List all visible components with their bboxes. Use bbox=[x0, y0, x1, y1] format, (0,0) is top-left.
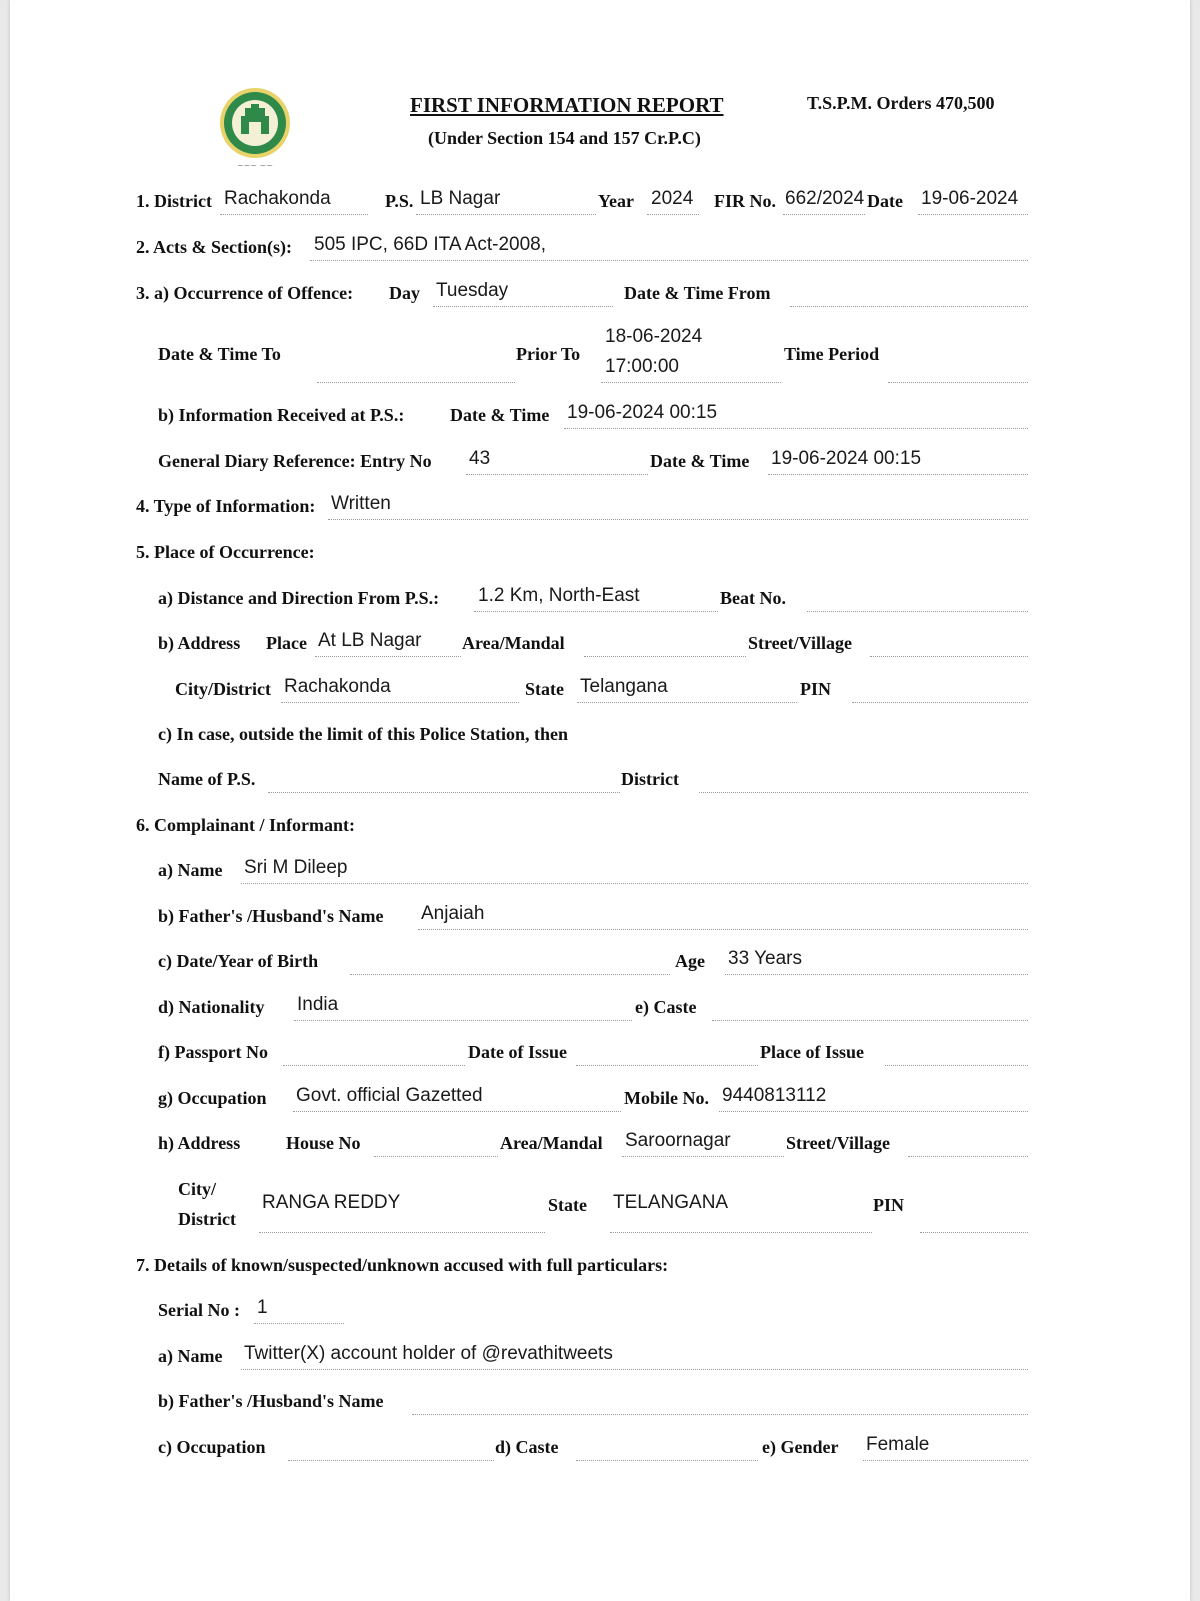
info-received-label: b) Information Received at P.S.: bbox=[158, 405, 405, 425]
accused-gender-label: e) Gender bbox=[762, 1437, 839, 1457]
prior-to-label: Prior To bbox=[516, 344, 581, 364]
telangana-emblem-icon bbox=[218, 86, 296, 172]
nationality-value: India bbox=[297, 994, 339, 1015]
acts-label: 2. Acts & Section(s): bbox=[136, 237, 292, 257]
gd-dt-value: 19-06-2024 00:15 bbox=[771, 448, 922, 469]
outside-limit-label: c) In case, outside the limit of this Police Station, then bbox=[158, 724, 568, 744]
mobile-label: Mobile No. bbox=[624, 1088, 709, 1108]
date-time-to-line bbox=[317, 382, 515, 383]
date-line bbox=[918, 214, 1028, 215]
occurrence-label: 3. a) Occurrence of Offence: bbox=[136, 283, 354, 303]
year-value: 2024 bbox=[651, 188, 694, 209]
acts-value: 505 IPC, 66D ITA Act-2008, bbox=[314, 234, 546, 255]
document-subtitle: (Under Section 154 and 157 Cr.P.C) bbox=[428, 128, 701, 148]
ps-label: P.S. bbox=[385, 191, 414, 211]
day-line bbox=[433, 306, 613, 307]
acts-line bbox=[310, 260, 1028, 261]
date-time-from-label: Date & Time From bbox=[624, 283, 771, 303]
date-of-issue-line bbox=[576, 1065, 758, 1066]
caste-label: e) Caste bbox=[635, 997, 697, 1017]
complainant-name-label: a) Name bbox=[158, 860, 223, 880]
info-received-line bbox=[564, 428, 1028, 429]
serial-no-label: Serial No : bbox=[158, 1300, 240, 1320]
date-label: Date bbox=[867, 191, 903, 211]
fir-value: 662/2024 bbox=[785, 188, 865, 209]
house-no-label: House No bbox=[286, 1133, 361, 1153]
gd-reference-label: General Diary Reference: Entry No bbox=[158, 451, 432, 471]
accused-name-value: Twitter(X) account holder of @revathitweets bbox=[244, 1343, 613, 1364]
dob-label: c) Date/Year of Birth bbox=[158, 951, 319, 971]
accused-details-label: 7. Details of known/suspected/unknown accused with full particulars: bbox=[136, 1255, 669, 1275]
fir-page bbox=[10, 0, 1190, 1601]
date-time-from-line bbox=[790, 306, 1028, 307]
complainant-street-line bbox=[908, 1156, 1028, 1157]
gd-dt-line bbox=[768, 474, 1028, 475]
gd-dt-label: Date & Time bbox=[650, 451, 750, 471]
complainant-city-value: RANGA REDDY bbox=[262, 1192, 401, 1213]
time-period-line bbox=[888, 382, 1028, 383]
complainant-father-line bbox=[418, 929, 1028, 930]
svg-text:~~~ ~~: ~~~ ~~ bbox=[236, 161, 274, 170]
city-value: Rachakonda bbox=[284, 676, 391, 697]
city-line bbox=[281, 702, 519, 703]
complainant-label: 6. Complainant / Informant: bbox=[136, 815, 356, 835]
complainant-city-label-1: City/ bbox=[178, 1179, 216, 1199]
time-period-label: Time Period bbox=[784, 344, 880, 364]
place-label: Place bbox=[266, 633, 307, 653]
outside-district-label: District bbox=[621, 769, 679, 789]
info-received-dt-value: 19-06-2024 00:15 bbox=[567, 402, 718, 423]
accused-occupation-label: c) Occupation bbox=[158, 1437, 266, 1457]
fir-label: FIR No. bbox=[714, 191, 776, 211]
date-value: 19-06-2024 bbox=[921, 188, 1019, 209]
fir-line bbox=[783, 214, 865, 215]
pin-line bbox=[852, 702, 1028, 703]
prior-to-date: 18-06-2024 bbox=[605, 326, 703, 347]
accused-caste-line bbox=[576, 1460, 758, 1461]
ps-line bbox=[416, 214, 596, 215]
prior-to-line bbox=[601, 382, 781, 383]
accused-caste-label: d) Caste bbox=[495, 1437, 559, 1457]
nationality-line bbox=[294, 1020, 632, 1021]
complainant-name-line bbox=[241, 883, 1028, 884]
address-label: b) Address bbox=[158, 633, 241, 653]
complainant-name-value: Sri M Dileep bbox=[244, 857, 348, 878]
district-line bbox=[220, 214, 368, 215]
ps-value: LB Nagar bbox=[420, 188, 501, 209]
complainant-area-label: Area/Mandal bbox=[500, 1133, 603, 1153]
age-value: 33 Years bbox=[728, 948, 802, 969]
year-line bbox=[647, 214, 699, 215]
street-line bbox=[870, 656, 1028, 657]
gd-entry-line bbox=[466, 474, 648, 475]
place-value: At LB Nagar bbox=[318, 630, 422, 651]
accused-gender-value: Female bbox=[866, 1434, 930, 1455]
date-of-issue-label: Date of Issue bbox=[468, 1042, 567, 1062]
name-of-ps-line bbox=[268, 792, 620, 793]
occupation-value: Govt. official Gazetted bbox=[296, 1085, 483, 1106]
caste-line bbox=[712, 1020, 1028, 1021]
complainant-state-line bbox=[610, 1232, 872, 1233]
house-no-line bbox=[374, 1156, 498, 1157]
accused-occupation-line bbox=[288, 1460, 494, 1461]
complainant-father-label: b) Father's /Husband's Name bbox=[158, 906, 384, 926]
beat-line bbox=[807, 611, 1028, 612]
gd-entry-value: 43 bbox=[469, 448, 491, 469]
street-label: Street/Village bbox=[748, 633, 852, 653]
place-of-issue-line bbox=[885, 1065, 1028, 1066]
city-label: City/District bbox=[175, 679, 271, 699]
state-value: Telangana bbox=[580, 676, 668, 697]
info-type-label: 4. Type of Information: bbox=[136, 496, 316, 516]
accused-father-label: b) Father's /Husband's Name bbox=[158, 1391, 384, 1411]
distance-label: a) Distance and Direction From P.S.: bbox=[158, 588, 440, 608]
document-title: FIRST INFORMATION REPORT bbox=[410, 93, 724, 117]
info-type-value: Written bbox=[331, 493, 391, 514]
accused-name-label: a) Name bbox=[158, 1346, 223, 1366]
complainant-area-line bbox=[622, 1156, 784, 1157]
passport-line bbox=[283, 1065, 465, 1066]
mobile-value: 9440813112 bbox=[722, 1085, 827, 1106]
passport-label: f) Passport No bbox=[158, 1042, 268, 1062]
age-line bbox=[725, 974, 1028, 975]
complainant-pin-line bbox=[920, 1232, 1028, 1233]
distance-line bbox=[474, 611, 718, 612]
beat-label: Beat No. bbox=[720, 588, 786, 608]
complainant-state-label: State bbox=[548, 1195, 587, 1215]
complainant-state-value: TELANGANA bbox=[613, 1192, 729, 1213]
dob-line bbox=[350, 974, 670, 975]
nationality-label: d) Nationality bbox=[158, 997, 265, 1017]
complainant-city-label-2: District bbox=[178, 1209, 236, 1229]
complainant-city-line bbox=[259, 1232, 545, 1233]
mobile-line bbox=[719, 1111, 1028, 1112]
info-type-line bbox=[328, 519, 1028, 520]
prior-to-time: 17:00:00 bbox=[605, 356, 679, 377]
pin-label: PIN bbox=[800, 679, 831, 699]
complainant-father-value: Anjaiah bbox=[421, 903, 485, 924]
place-line bbox=[315, 656, 461, 657]
day-label: Day bbox=[389, 283, 420, 303]
place-of-occurrence-label: 5. Place of Occurrence: bbox=[136, 542, 315, 562]
area-label: Area/Mandal bbox=[462, 633, 565, 653]
place-of-issue-label: Place of Issue bbox=[760, 1042, 864, 1062]
occupation-label: g) Occupation bbox=[158, 1088, 267, 1108]
date-time-to-label: Date & Time To bbox=[158, 344, 281, 364]
complainant-street-label: Street/Village bbox=[786, 1133, 890, 1153]
serial-no-line bbox=[254, 1323, 344, 1324]
orders-reference: T.S.P.M. Orders 470,500 bbox=[807, 93, 995, 113]
year-label: Year bbox=[598, 191, 634, 211]
complainant-area-value: Saroornagar bbox=[625, 1130, 731, 1151]
accused-name-line bbox=[241, 1369, 1028, 1370]
district-value: Rachakonda bbox=[224, 188, 331, 209]
accused-father-line bbox=[412, 1414, 1028, 1415]
serial-no-value: 1 bbox=[257, 1297, 268, 1318]
area-line bbox=[584, 656, 746, 657]
distance-value: 1.2 Km, North-East bbox=[478, 585, 640, 606]
state-label: State bbox=[525, 679, 564, 699]
accused-gender-line bbox=[863, 1460, 1028, 1461]
name-of-ps-label: Name of P.S. bbox=[158, 769, 256, 789]
state-line bbox=[577, 702, 797, 703]
outside-district-line bbox=[699, 792, 1028, 793]
complainant-address-label: h) Address bbox=[158, 1133, 241, 1153]
complainant-pin-label: PIN bbox=[873, 1195, 904, 1215]
occupation-line bbox=[293, 1111, 621, 1112]
info-received-dt-label: Date & Time bbox=[450, 405, 550, 425]
day-value: Tuesday bbox=[436, 280, 509, 301]
district-label: 1. District bbox=[136, 191, 212, 211]
age-label: Age bbox=[675, 951, 705, 971]
